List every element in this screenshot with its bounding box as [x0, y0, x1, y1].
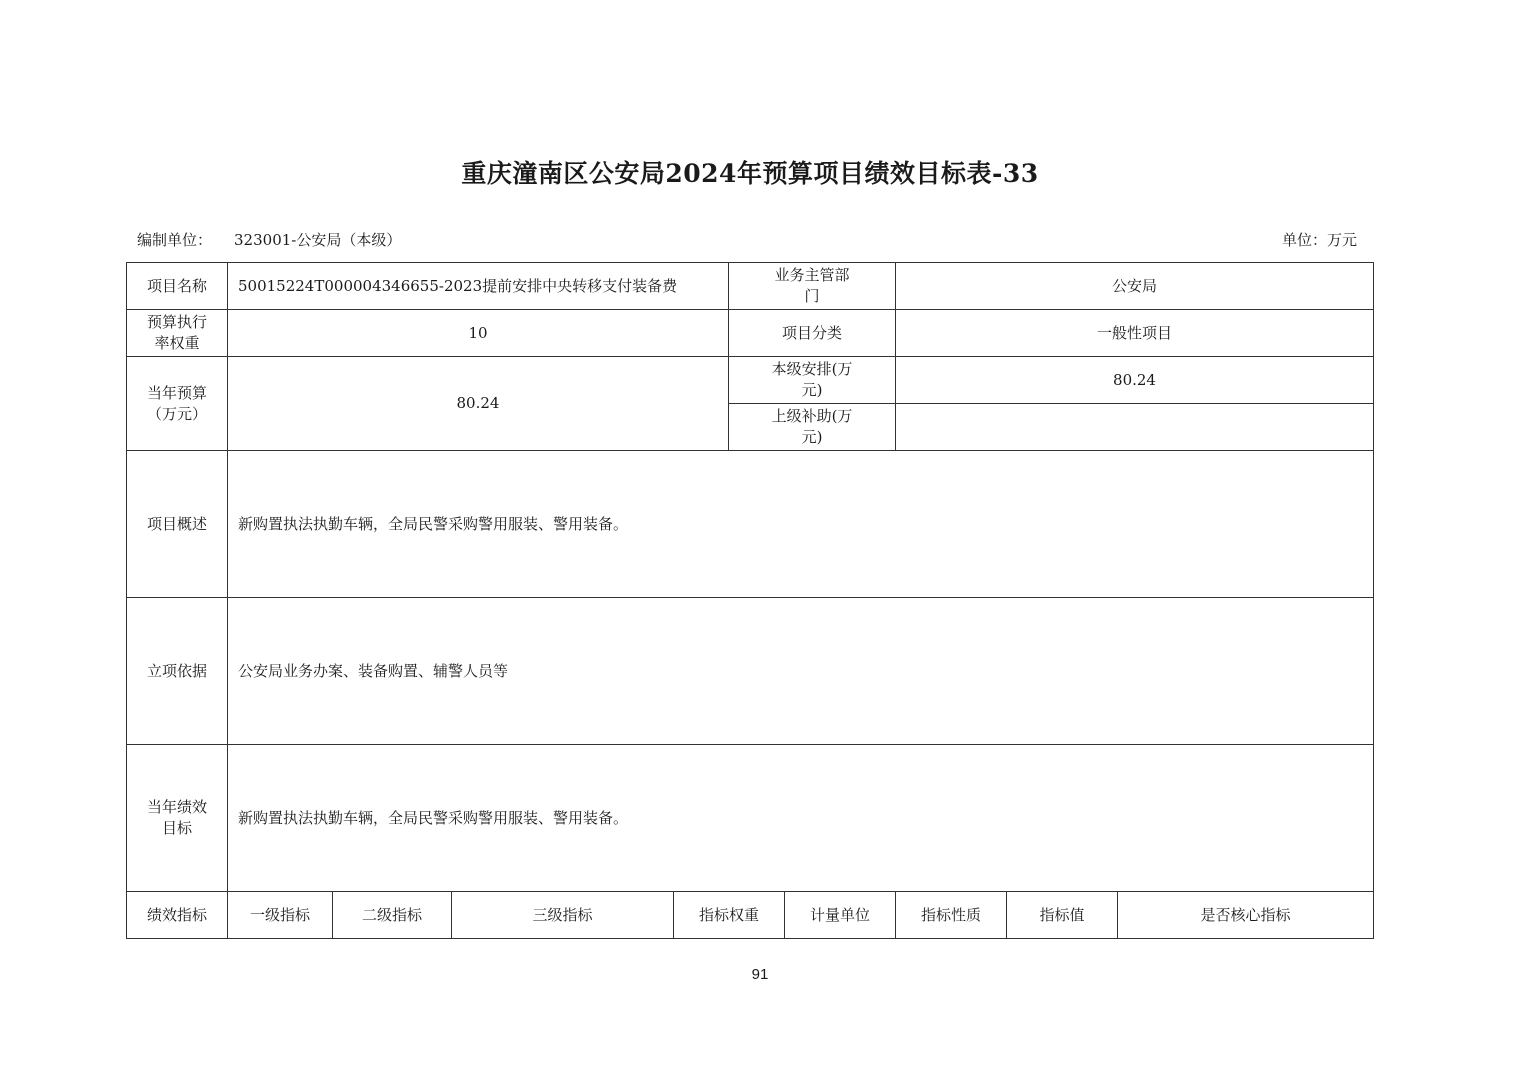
col-nature: 指标性质 [896, 892, 1007, 939]
subsidy-label [729, 404, 896, 451]
category-label: 项目分类 [729, 310, 896, 357]
overview-label: 项目概述 [127, 451, 228, 598]
weight-value: 10 [228, 310, 729, 357]
project-name-value: 50015224T000004346655-2023提前安排中央转移支付装备费 [228, 263, 729, 310]
dept-label-text: 业务主管部门 [774, 266, 850, 305]
page-title: 重庆潼南区公安局2024年预算项目绩效目标表-33 [461, 159, 1039, 188]
col-core: 是否核心指标 [1118, 892, 1374, 939]
local-value: 80.24 [896, 357, 1374, 404]
compiling-unit-value: 323001-公安局（本级） [234, 231, 402, 249]
performance-target-table [126, 262, 1374, 939]
goal-value: 新购置执法执勤车辆，全局民警采购警用服装、警用装备。 [228, 745, 1374, 892]
project-name-label: 项目名称 [127, 263, 228, 310]
page-number: 91 [751, 966, 769, 983]
col-level3: 三级指标 [452, 892, 674, 939]
budget-label [127, 357, 228, 451]
budget-label-text: 当年预算（万元） [146, 383, 207, 423]
local-label-text: 本级安排(万元) [771, 360, 853, 399]
col-value: 指标值 [1007, 892, 1118, 939]
dept-value: 公安局 [896, 263, 1374, 310]
indicator-header-row [127, 892, 1374, 939]
basis-value: 公安局业务办案、装备购置、辅警人员等 [228, 598, 1374, 745]
col-weight: 指标权重 [674, 892, 785, 939]
goal-label [127, 745, 228, 892]
budget-value: 80.24 [228, 357, 729, 451]
overview-value: 新购置执法执勤车辆，全局民警采购警用服装、警用装备。 [228, 451, 1374, 598]
col-level1: 一级指标 [228, 892, 333, 939]
subsidy-value [896, 404, 1374, 451]
table-row [127, 357, 1374, 404]
local-label [729, 357, 896, 404]
subsidy-label-text: 上级补助(万元) [771, 407, 853, 446]
table-row [127, 745, 1374, 892]
category-value: 一般性项目 [896, 310, 1374, 357]
table-row [127, 263, 1374, 310]
table-row [127, 598, 1374, 745]
compiling-unit [137, 229, 401, 250]
weight-label [127, 310, 228, 357]
indicator-label: 绩效指标 [127, 892, 228, 939]
col-level2: 二级指标 [333, 892, 452, 939]
basis-label: 立项依据 [127, 598, 228, 745]
weight-label-text: 预算执行率权重 [146, 313, 207, 352]
dept-label [729, 263, 896, 310]
col-unit: 计量单位 [785, 892, 896, 939]
currency-unit: 单位：万元 [1282, 231, 1358, 249]
table-row [127, 310, 1374, 357]
compiling-unit-label: 编制单位： [137, 231, 213, 249]
goal-label-text: 当年绩效目标 [146, 798, 207, 837]
table-row [127, 451, 1374, 598]
